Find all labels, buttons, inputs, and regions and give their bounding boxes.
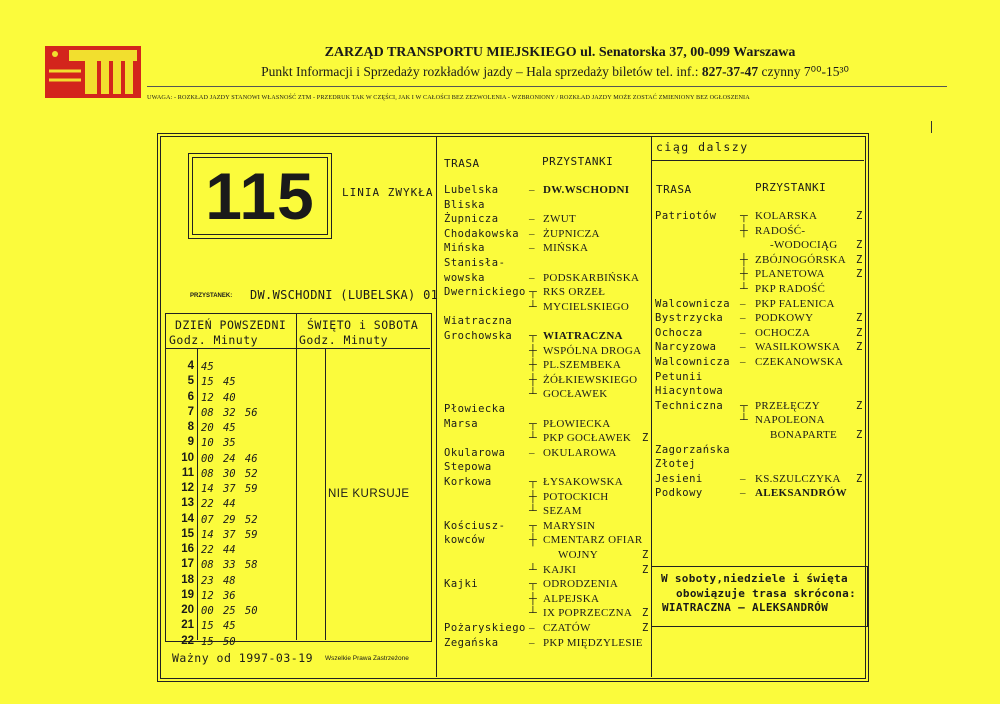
route-connector: – [529, 446, 535, 459]
hour-cell: 8 [187, 421, 194, 433]
route-connector: – [529, 622, 535, 634]
hour-cell: 19 [181, 588, 194, 601]
valid-from: Ważny od 1997-03-19 [172, 651, 314, 665]
route-connector: ┴ [529, 607, 537, 620]
route-connector: – [740, 487, 746, 500]
stop-name: KAJKI [543, 563, 577, 576]
street-name: Jesieni [655, 472, 703, 485]
stop-name: RADOŚĆ- [755, 224, 806, 237]
street-name: Grochowska [444, 330, 513, 342]
route-connector: ┴ [740, 414, 748, 427]
route-connector: ┴ [740, 283, 748, 295]
route-connector: – [740, 356, 746, 368]
header-divider [147, 86, 947, 87]
stop-name: ZWUT [543, 213, 576, 226]
minutes-cell: 15 45 [201, 376, 236, 389]
street-name: Korkowa [444, 476, 492, 488]
route-connector: ┴ [529, 388, 537, 401]
stop-name: ŁYSAKOWSKA [543, 476, 623, 488]
stop-name: WOJNY [558, 549, 598, 561]
hour-cell: 4 [187, 360, 194, 372]
on-request-marker: Z [856, 312, 863, 325]
minutes-cell: 08 30 52 [201, 467, 258, 480]
street-name: Walcownicza [655, 297, 731, 310]
minutes-cell: 15 50 [201, 635, 236, 648]
route-connector: ┬ [529, 330, 537, 342]
route-connector: ┴ [529, 300, 537, 313]
on-request-marker: Z [856, 239, 863, 252]
route-connector: ┬ [529, 476, 537, 488]
street-name: wowska [444, 271, 485, 284]
hour-cell: 22 [181, 634, 194, 647]
street-name: Petunii [655, 370, 703, 383]
route-connector: ┼ [529, 373, 537, 386]
hour-cell: 16 [181, 543, 194, 555]
minutes-cell: 22 44 [201, 498, 236, 511]
street-name: Podkowy [655, 487, 703, 500]
stop-name: NAPOLEONA [755, 414, 825, 427]
stop-name: WSPÓLNA DROGA [543, 344, 642, 357]
rights-reserved: Wszelkie Prawa Zastrzeżone [325, 655, 409, 662]
route-connector: ┬ [529, 417, 537, 430]
holiday-subheader: Godz. Minuty [299, 333, 389, 347]
street-name: Mińska [444, 242, 485, 255]
minutes-cell: 14 37 59 [201, 528, 258, 541]
cont-label: ciąg dalszy [656, 140, 749, 154]
on-request-marker: Z [856, 429, 863, 441]
street-name: Hiacyntowa [655, 385, 724, 398]
on-request-marker: Z [642, 432, 649, 445]
route-connector: ┼ [740, 224, 748, 237]
stop-name: ALEKSANDRÓW [755, 487, 847, 500]
route-connector: ┬ [529, 578, 537, 591]
street-name: Bystrzycka [655, 312, 724, 325]
street-name: Zegańska [444, 636, 499, 649]
street-name: Kościusz- [444, 519, 506, 532]
route-connector: – [740, 326, 746, 339]
stop-name: PLANETOWA [755, 268, 825, 281]
route-connector: – [740, 472, 746, 485]
stop-name: PKP RADOŚĆ [755, 283, 826, 295]
stop-name: IX POPRZECZNA [543, 607, 633, 620]
route-connector: – [529, 271, 535, 284]
hour-cell: 12 [181, 482, 194, 494]
minutes-cell: 20 45 [201, 422, 236, 434]
hour-cell: 5 [187, 375, 194, 388]
route-connector: ┴ [529, 505, 537, 518]
org-line: ZARZĄD TRANSPORTU MIEJSKIEGO ul. Senatorska 37, 00-099 Warszawa [324, 45, 796, 60]
street-name: Patriotów [655, 210, 717, 222]
street-name: Stepowa [444, 461, 492, 474]
col1-head-trasa: TRASA [444, 157, 480, 170]
stop-name: PL.SZEMBEKA [543, 359, 622, 372]
street-name: Złotej [655, 458, 696, 471]
stop-name: PKP MIĘDZYLESIE [543, 636, 643, 649]
stop-name: OKULAROWA [543, 446, 617, 459]
stop-name: WASILKOWSKA [755, 341, 841, 354]
note-line-2: obowiązuje trasa skrócona: [676, 587, 856, 600]
route-connector: ┼ [529, 344, 537, 357]
minutes-cell: 12 40 [201, 391, 236, 404]
line-type: LINIA ZWYKŁA [342, 186, 434, 199]
minutes-cell: 12 36 [201, 589, 236, 602]
stop-name: KOLARSKA [755, 210, 818, 222]
stop-name: PKP FALENICA [755, 297, 835, 310]
stop-label: PRZYSTANEK: [190, 293, 233, 299]
ztm-logo [45, 46, 141, 98]
on-request-marker: Z [856, 210, 863, 222]
minutes-cell: 10 35 [201, 437, 236, 450]
on-request-marker: Z [856, 253, 863, 266]
on-request-marker: Z [642, 563, 649, 576]
street-name: Chodakowska [444, 227, 520, 240]
street-name: Stanisła- [444, 257, 506, 269]
street-name: Narcyzowa [655, 341, 717, 354]
route-connector: ┬ [740, 399, 748, 412]
route-connector: ┼ [529, 592, 537, 605]
minutes-cell: 00 25 50 [201, 605, 258, 617]
route-connector: ┼ [529, 359, 537, 372]
stop-name: CMENTARZ OFIAR [543, 534, 643, 547]
route-connector: ┴ [529, 563, 537, 576]
stop-name: BONAPARTE [770, 429, 838, 441]
street-name: Lubelska [444, 184, 499, 196]
on-request-marker: Z [856, 268, 863, 281]
stop-name: ŻÓŁKIEWSKIEGO [543, 373, 638, 386]
minutes-cell: 08 33 58 [201, 559, 258, 572]
warning-notice: UWAGA: - ROZKŁAD JAZDY STANOWI WŁASNOŚĆ ZTM - PRZEDRUK TAK W CZĘŚCI, JAK I W CAŁOŚCI BEZ ZEZWOLENIA - WZBRONIONY / ROZKŁAD JAZDY MOŻE ZOSTAĆ ZMIENIONY BEZ OGŁOSZENIA [147, 94, 750, 101]
route-connector: ┼ [740, 268, 748, 281]
route-connector: ┼ [529, 534, 537, 547]
stop-name: OCHOCZA [755, 326, 811, 339]
hour-cell: 6 [187, 390, 194, 403]
column-divider [436, 136, 437, 677]
route-connector: – [740, 341, 746, 354]
street-name: Bliska [444, 198, 485, 211]
minutes-cell: 00 24 46 [201, 452, 258, 465]
holiday-title: ŚWIĘTO i SOBOTA [307, 318, 419, 332]
on-request-marker: Z [856, 341, 863, 354]
on-request-marker: Z [642, 549, 649, 561]
note-line-1: W soboty,niedziele i święta [661, 572, 848, 585]
minutes-cell: 08 32 56 [201, 406, 258, 419]
street-name: Techniczna [655, 399, 724, 412]
stop-name: MARYSIN [543, 519, 596, 532]
stop-name: DW.WSCHODNI [543, 184, 630, 196]
route-connector: – [529, 636, 535, 649]
minutes-cell: 07 29 52 [201, 513, 258, 526]
route-connector: – [529, 184, 535, 196]
stop-name: CZEKANOWSKA [755, 356, 844, 368]
route-connector: – [529, 227, 535, 240]
hour-cell: 17 [181, 558, 194, 571]
route-connector: ┬ [529, 286, 537, 299]
minutes-cell: 22 44 [201, 544, 236, 556]
stop-name: RKS ORZEŁ [543, 286, 606, 299]
stop-name: PRZEŁĘCZY [755, 399, 821, 412]
street-name: Wiatraczna [444, 315, 513, 328]
cont-divider [651, 160, 864, 161]
on-request-marker: Z [642, 607, 649, 620]
minutes-cell: 14 37 59 [201, 483, 258, 495]
timetable-header-rule [165, 348, 430, 349]
street-name: Walcownicza [655, 356, 731, 368]
route-connector: ┬ [740, 210, 748, 222]
hour-cell: 9 [187, 436, 194, 449]
stop-name: ŻUPNICZA [543, 227, 600, 240]
stop-name: MIŃSKA [543, 242, 589, 255]
stop-name: MYCIELSKIEGO [543, 300, 630, 313]
route-number: 115 [192, 157, 328, 235]
note-line-3: WIATRACZNA – ALEKSANDRÓW [662, 601, 829, 614]
stop-name: ODRODZENIA [543, 578, 619, 591]
street-name: Żupnicza [444, 213, 499, 226]
street-name: Kajki [444, 578, 479, 591]
street-name: Marsa [444, 417, 479, 430]
stop-name: PKP GOCŁAWEK [543, 432, 632, 445]
stop-name: -WODOCIĄG [770, 239, 838, 252]
hour-cell: 7 [187, 405, 194, 418]
hour-cell: 11 [181, 466, 194, 479]
street-name: Zagorzańska [655, 443, 731, 456]
weekday-subheader: Godz. Minuty [169, 333, 259, 347]
on-request-marker: Z [856, 326, 863, 339]
street-name: Pożaryskiego [444, 622, 526, 634]
hour-cell: 15 [181, 527, 194, 540]
info-line: Punkt Informacji i Sprzedaży rozkładów jazdy – Hala sprzedaży biletów tel. inf.: 827-37-47 czynny 7⁰⁰-15³⁰ [261, 64, 849, 79]
street-name: Ochocza [655, 326, 703, 339]
route-connector: – [740, 297, 746, 310]
on-request-marker: Z [856, 472, 863, 485]
weekday-title: DZIEŃ POWSZEDNI [175, 318, 287, 332]
route-connector: – [740, 312, 746, 325]
on-request-marker: Z [642, 622, 649, 634]
holiday-hour-rule [325, 348, 326, 640]
hour-cell: 21 [181, 619, 194, 632]
stop-name: GOCŁAWEK [543, 388, 608, 401]
stop-name: PODSKARBIŃSKA [543, 271, 640, 284]
route-connector: – [529, 242, 535, 255]
stop-name: PODKOWY [755, 312, 814, 325]
route-connector: ┼ [529, 490, 537, 503]
street-name: Płowiecka [444, 403, 506, 415]
hour-cell: 18 [181, 573, 194, 586]
stop-name: ZBÓJNOGÓRSKA [755, 253, 846, 266]
col2-head-stops: PRZYSTANKI [755, 181, 827, 194]
on-request-marker: Z [856, 399, 863, 412]
stop-name: DW.WSCHODNI (LUBELSKA) 01 [250, 288, 439, 302]
hour-cell: 10 [181, 451, 194, 464]
margin-mark [931, 121, 932, 133]
info-phone: 827-37-47 [701, 64, 759, 79]
stop-name: WIATRACZNA [543, 330, 623, 342]
stop-name: POTOCKICH [543, 490, 609, 503]
hour-cell: 20 [181, 604, 194, 616]
stop-name: PŁOWIECKA [543, 417, 611, 430]
route-connector: ┼ [740, 253, 748, 266]
holiday-no-service: NIE KURSUJE [328, 488, 410, 500]
stop-name: CZATÓW [543, 622, 591, 634]
hour-cell: 13 [181, 497, 194, 510]
street-name: Okularowa [444, 446, 506, 459]
stop-name: KS.SZULCZYKA [755, 472, 841, 485]
stop-name: ALPEJSKA [543, 592, 600, 605]
col1-head-stops: PRZYSTANKI [542, 155, 614, 168]
route-connector: – [529, 213, 535, 226]
minutes-cell: 15 45 [201, 620, 236, 633]
stop-name: SEZAM [543, 505, 582, 518]
col2-head-trasa: TRASA [656, 183, 692, 196]
timetable-divider [296, 313, 297, 640]
hour-cell: 14 [181, 512, 194, 525]
weekday-hour-rule [197, 348, 198, 640]
street-name: Dwernickiego [444, 286, 526, 299]
minutes-cell: 23 48 [201, 574, 236, 587]
route-connector: ┴ [529, 432, 537, 445]
street-name: kowców [444, 534, 485, 547]
route-connector: ┬ [529, 519, 537, 532]
minutes-cell: 45 [201, 361, 214, 373]
